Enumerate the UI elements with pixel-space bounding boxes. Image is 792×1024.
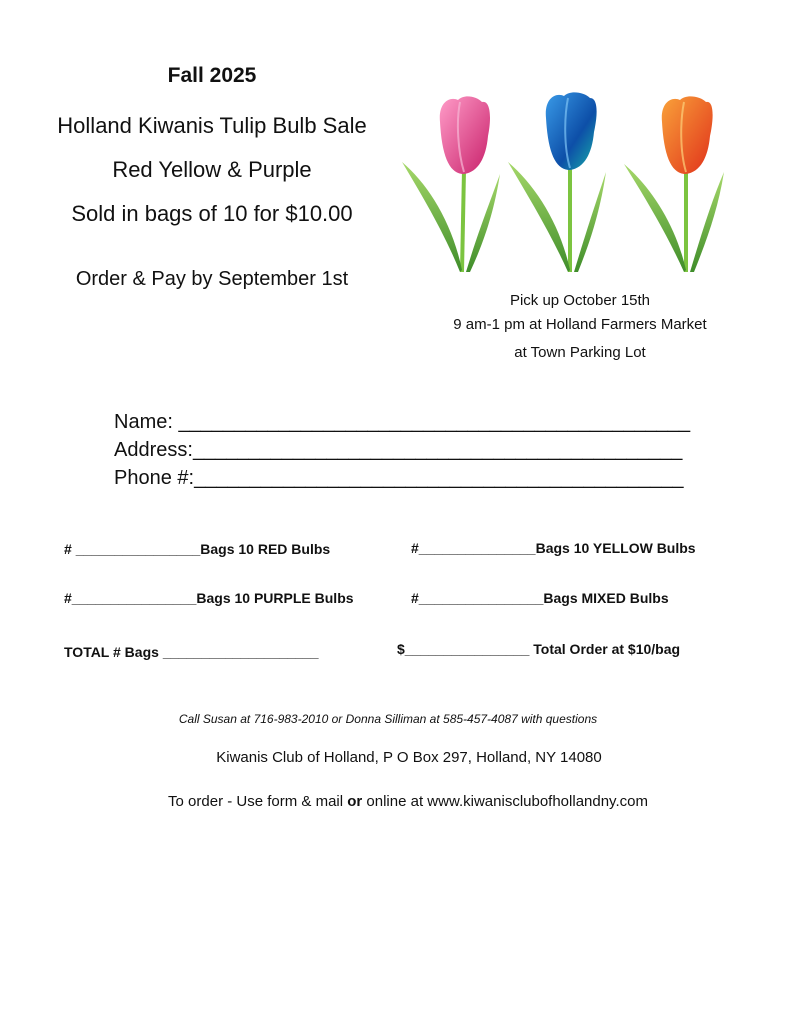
pickup-lot: at Town Parking Lot [514,344,646,361]
purple-label: Bags 10 PURPLE Bulbs [196,590,354,606]
sale-title: Holland Kiwanis Tulip Bulb Sale [57,113,367,138]
pickup-time-location: 9 am-1 pm at Holland Farmers Market [453,316,707,333]
pricing: Sold in bags of 10 for $10.00 [71,201,353,226]
order-deadline: Order & Pay by September 1st [75,268,349,290]
total-bags[interactable] [64,644,319,660]
total-bags-blank[interactable]: ____________________ [162,644,319,660]
order-instructions [0,793,792,810]
address-field[interactable] [114,439,682,462]
order-instructions-suffix: online at www.kiwanisclubofhollandny.com [362,793,648,810]
order-instructions-or: or [347,793,363,810]
red-qty-blank[interactable]: ________________ [75,541,201,557]
red-prefix: # [64,541,76,557]
total-order-blank[interactable]: ________________ [404,641,530,657]
yellow-qty-blank[interactable]: _______________ [418,540,536,556]
order-yellow[interactable] [411,540,696,556]
order-mixed[interactable] [411,590,669,606]
orange-tulip [624,96,724,272]
address-label: Address: [114,439,193,461]
total-order-label: Total Order at $10/bag [529,641,681,657]
total-bags-label: TOTAL # Bags [64,644,163,660]
club-address: Kiwanis Club of Holland, P O Box 297, Holland, NY 14080 [216,749,602,766]
total-order[interactable] [397,641,680,657]
blue-tulip [508,92,606,272]
yellow-prefix: # [411,540,419,556]
yellow-label: Bags 10 YELLOW Bulbs [535,540,696,556]
purple-prefix: # [64,590,72,606]
address-blank[interactable]: ____________________________________________ [192,439,683,461]
phone-blank[interactable]: ____________________________________________ [194,467,684,489]
mixed-label: Bags MIXED Bulbs [543,590,669,606]
purple-qty-blank[interactable]: ________________ [71,590,197,606]
name-blank[interactable]: ______________________________________________ [178,411,691,433]
total-order-prefix: $ [397,641,405,657]
pickup-date: Pick up October 15th [509,292,651,309]
bulb-colors: Red Yellow & Purple [112,157,312,182]
contact-info: Call Susan at 716-983-2010 or Donna Silliman at 585-457-4087 with questions [178,712,598,726]
order-purple[interactable] [64,590,354,606]
phone-field[interactable] [114,467,684,490]
phone-label: Phone #: [114,467,195,489]
name-label: Name: [114,411,173,433]
season-title: Fall 2025 [167,64,257,87]
pink-tulip [402,96,500,272]
tulips-illustration [398,92,730,274]
mixed-qty-blank[interactable]: ________________ [418,590,544,606]
red-label: Bags 10 RED Bulbs [200,541,331,557]
name-field[interactable] [114,411,690,434]
order-red[interactable] [64,541,330,557]
mixed-prefix: # [411,590,419,606]
order-instructions-prefix: To order - Use form & mail [168,793,348,810]
